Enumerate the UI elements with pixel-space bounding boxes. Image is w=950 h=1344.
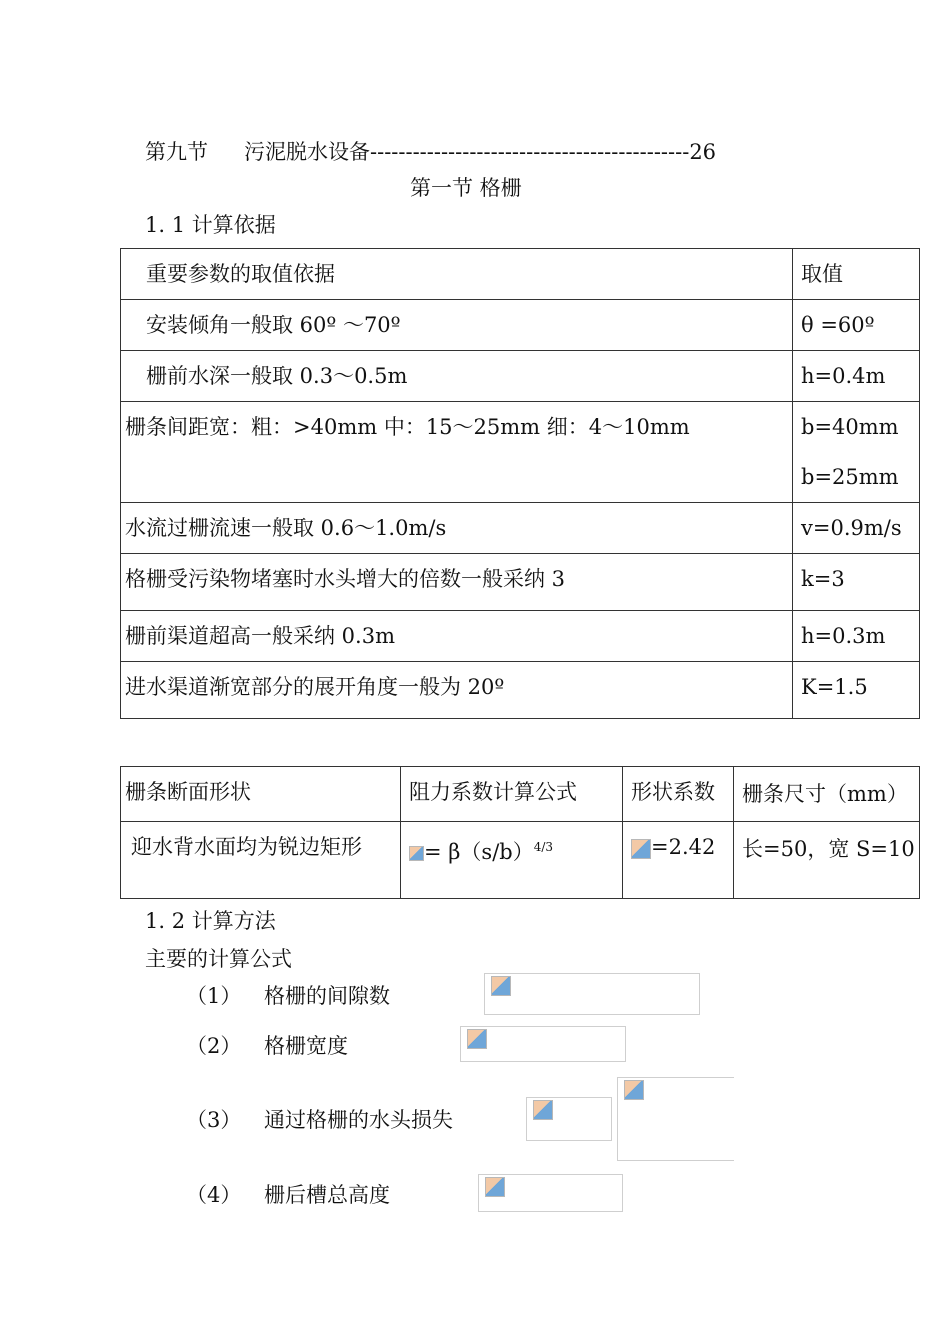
coef-text: =2.42 <box>651 835 716 859</box>
table-cell: v=0.9m/s <box>793 503 920 554</box>
formula-label: 通过格栅的水头损失 <box>264 1108 453 1132</box>
formula-cell <box>401 822 623 899</box>
toc-line <box>145 136 716 166</box>
subsection-basis: 1. 1 计算依据 <box>145 213 276 237</box>
value-line: b=40mm <box>801 415 899 439</box>
broken-image-icon <box>467 1029 487 1049</box>
table-cell: h=0.4m <box>793 351 920 402</box>
toc-page: 26 <box>689 140 717 164</box>
table-cell: 迎水背水面均为锐边矩形 <box>121 822 401 899</box>
formula-label: 格栅的间隙数 <box>264 984 390 1008</box>
formula-number: （4） <box>186 1183 242 1207</box>
table-header: 栅条断面形状 <box>121 767 401 822</box>
table-cell: 安装倾角一般取 60º ～70º <box>121 300 793 351</box>
broken-image-icon <box>491 976 511 996</box>
table-cell: 格栅受污染物堵塞时水头增大的倍数一般采纳 3 <box>121 554 793 611</box>
table-cell: 栅条间距宽：粗：>40mm 中：15～25mm 细：4～10mm <box>121 402 793 503</box>
section-title: 第一节 格栅 <box>410 176 522 200</box>
formula-label: 栅后槽总高度 <box>264 1183 390 1207</box>
formula-item <box>186 1030 348 1060</box>
table-header: 重要参数的取值依据 <box>121 249 793 300</box>
formula-number: （1） <box>186 984 242 1008</box>
formula-number: （3） <box>186 1108 242 1132</box>
formula-item <box>186 1104 453 1134</box>
broken-image-icon <box>485 1177 505 1197</box>
table-cell: k=3 <box>793 554 920 611</box>
table-header: 取值 <box>793 249 920 300</box>
table-cell: 栅前渠道超高一般采纳 0.3m <box>121 611 793 662</box>
toc-title: 污泥脱水设备 <box>244 140 370 164</box>
broken-image-icon <box>409 846 424 861</box>
value-line: b=25mm <box>801 465 899 489</box>
formula-exponent: 4/3 <box>533 840 554 854</box>
formula-item <box>186 980 390 1010</box>
formula-heading: 主要的计算公式 <box>145 947 292 971</box>
table-cell: K=1.5 <box>793 662 920 719</box>
table-cell: θ =60º <box>793 300 920 351</box>
formula-number: （2） <box>186 1034 242 1058</box>
broken-image-icon <box>631 839 651 859</box>
formula-image <box>526 1097 612 1141</box>
table-cell: 水流过栅流速一般取 0.6～1.0m/s <box>121 503 793 554</box>
parameter-table <box>120 248 920 719</box>
formula-image <box>478 1174 623 1212</box>
table-cell <box>793 402 920 503</box>
formula-item <box>186 1179 390 1209</box>
table-cell: 栅前水深一般取 0.3～0.5m <box>121 351 793 402</box>
formula-image <box>617 1077 734 1161</box>
subsection-method: 1. 2 计算方法 <box>145 909 276 933</box>
table-cell: 长=50，宽 S=10 <box>734 822 920 899</box>
bar-shape-table <box>120 766 920 899</box>
formula-image <box>484 973 700 1015</box>
toc-leader: --------------------------------------------- <box>370 140 690 164</box>
table-header: 形状系数 <box>623 767 734 822</box>
formula-text: = β（s/b） <box>424 840 534 864</box>
table-header: 阻力系数计算公式 <box>401 767 623 822</box>
table-cell <box>623 822 734 899</box>
broken-image-icon <box>624 1080 644 1100</box>
toc-label: 第九节 <box>145 140 208 164</box>
broken-image-icon <box>533 1100 553 1120</box>
formula-label: 格栅宽度 <box>264 1034 348 1058</box>
table-header: 栅条尺寸（mm） <box>734 767 920 822</box>
table-cell: 进水渠道渐宽部分的展开角度一般为 20º <box>121 662 793 719</box>
table-cell: h=0.3m <box>793 611 920 662</box>
formula-image <box>460 1026 626 1062</box>
